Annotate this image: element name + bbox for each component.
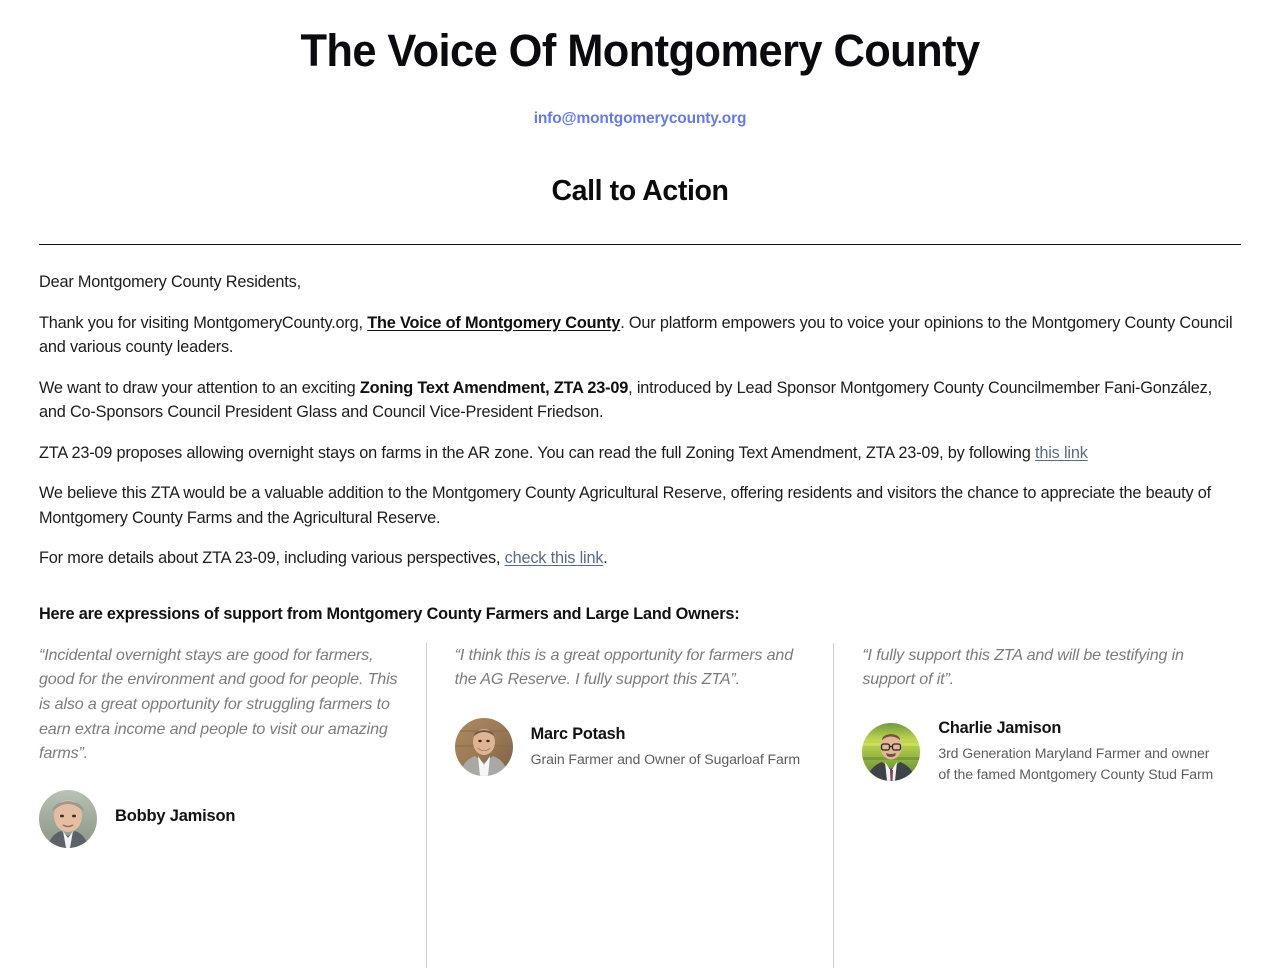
paragraph-more-details bbox=[39, 546, 1241, 571]
testimonial-quote: “I think this is a great opportunity for farmers and the AG Reserve. I fully support this ZTA”. bbox=[454, 645, 794, 689]
testimonial-person bbox=[455, 718, 808, 776]
section-title-call-to-action: Call to Action bbox=[551, 175, 729, 208]
page-title: The Voice Of Montgomery County bbox=[300, 25, 980, 76]
avatar bbox=[862, 723, 920, 781]
header-divider bbox=[39, 244, 1241, 245]
testimonial-person bbox=[39, 790, 400, 848]
voice-of-montgomery-emphasis: The Voice of Montgomery County bbox=[367, 313, 621, 332]
zta-emphasis: Zoning Text Amendment, ZTA 23-09 bbox=[359, 378, 629, 397]
testimonial-quote: “Incidental overnight stays are good for farmers, good for the environment and good for people. This is also a great opportunity for struggling farmers to earn extra income and people to visit our amazing farms”. bbox=[39, 645, 398, 763]
portrait-marc-potash-icon bbox=[455, 718, 513, 776]
zta-intro-text-b: , introduced by Lead Sponsor Montgomery County Councilmember Fani-González, and Co-Sponsors Council President Glass and Council Vice-President Friedson. bbox=[39, 378, 1212, 422]
testimonials-section bbox=[0, 643, 1280, 848]
testimonial-quote: “I fully support this ZTA and will be testifying in support of it”. bbox=[862, 645, 1184, 689]
zta-intro-text-a: We want to draw your attention to an exciting bbox=[39, 378, 360, 397]
contact-email-link[interactable]: info@montgomerycounty.org bbox=[533, 110, 747, 128]
thank-you-text-b: . Our platform empowers you to voice your opinions to the Montgomery County Council and various county leaders. bbox=[39, 313, 1233, 357]
avatar bbox=[39, 790, 97, 848]
this-link-anchor[interactable]: this link bbox=[1035, 443, 1088, 462]
person-name: Charlie Jamison bbox=[938, 718, 1062, 737]
salutation-text: Dear Montgomery County Residents, bbox=[39, 273, 301, 292]
testimonial-card bbox=[39, 643, 426, 848]
letter-body bbox=[0, 270, 1280, 571]
belief-text: We believe this ZTA would be a valuable addition to the Montgomery County Agricultural Reserve, offering residents and visitors the chance to appreciate the beauty of Montgomery County Farms and the Agricultural Reserve. bbox=[39, 484, 1211, 527]
person-role: Grain Farmer and Owner of Sugarloaf Farm bbox=[530, 750, 801, 767]
avatar bbox=[455, 718, 513, 776]
person-meta bbox=[531, 724, 800, 771]
person-meta bbox=[115, 806, 235, 831]
portrait-charlie-jamison-icon bbox=[862, 723, 920, 781]
person-name: Marc Potash bbox=[530, 724, 626, 743]
support-heading: Here are expressions of support from Montgomery County Farmers and Large Land Owners: bbox=[39, 604, 740, 623]
paragraph-salutation bbox=[39, 270, 1241, 295]
person-name: Bobby Jamison bbox=[115, 807, 236, 826]
paragraph-thank-you bbox=[39, 311, 1241, 360]
portrait-bobby-jamison-icon bbox=[39, 790, 97, 848]
thank-you-text-a: Thank you for visiting MontgomeryCounty.org, bbox=[39, 313, 368, 332]
paragraph-zta-proposal bbox=[39, 441, 1241, 466]
more-details-text-a: For more details about ZTA 23-09, including various perspectives, bbox=[39, 549, 505, 568]
site-header bbox=[0, 0, 1280, 208]
person-role: 3rd Generation Maryland Farmer and owner of the famed Montgomery County Stud Farm bbox=[938, 744, 1214, 783]
paragraph-belief bbox=[39, 481, 1241, 530]
person-meta bbox=[938, 718, 1215, 786]
zta-proposal-text: ZTA 23-09 proposes allowing overnight stays on farms in the AR zone. You can read the full Zoning Text Amendment, ZTA 23-09, by following bbox=[39, 443, 1036, 462]
more-details-text-b: . bbox=[603, 549, 608, 568]
testimonial-person bbox=[862, 718, 1215, 786]
testimonial-card bbox=[833, 643, 1241, 848]
testimonial-card bbox=[426, 643, 834, 848]
check-this-link-anchor[interactable]: check this link bbox=[504, 549, 604, 568]
paragraph-zta-intro bbox=[39, 376, 1241, 425]
